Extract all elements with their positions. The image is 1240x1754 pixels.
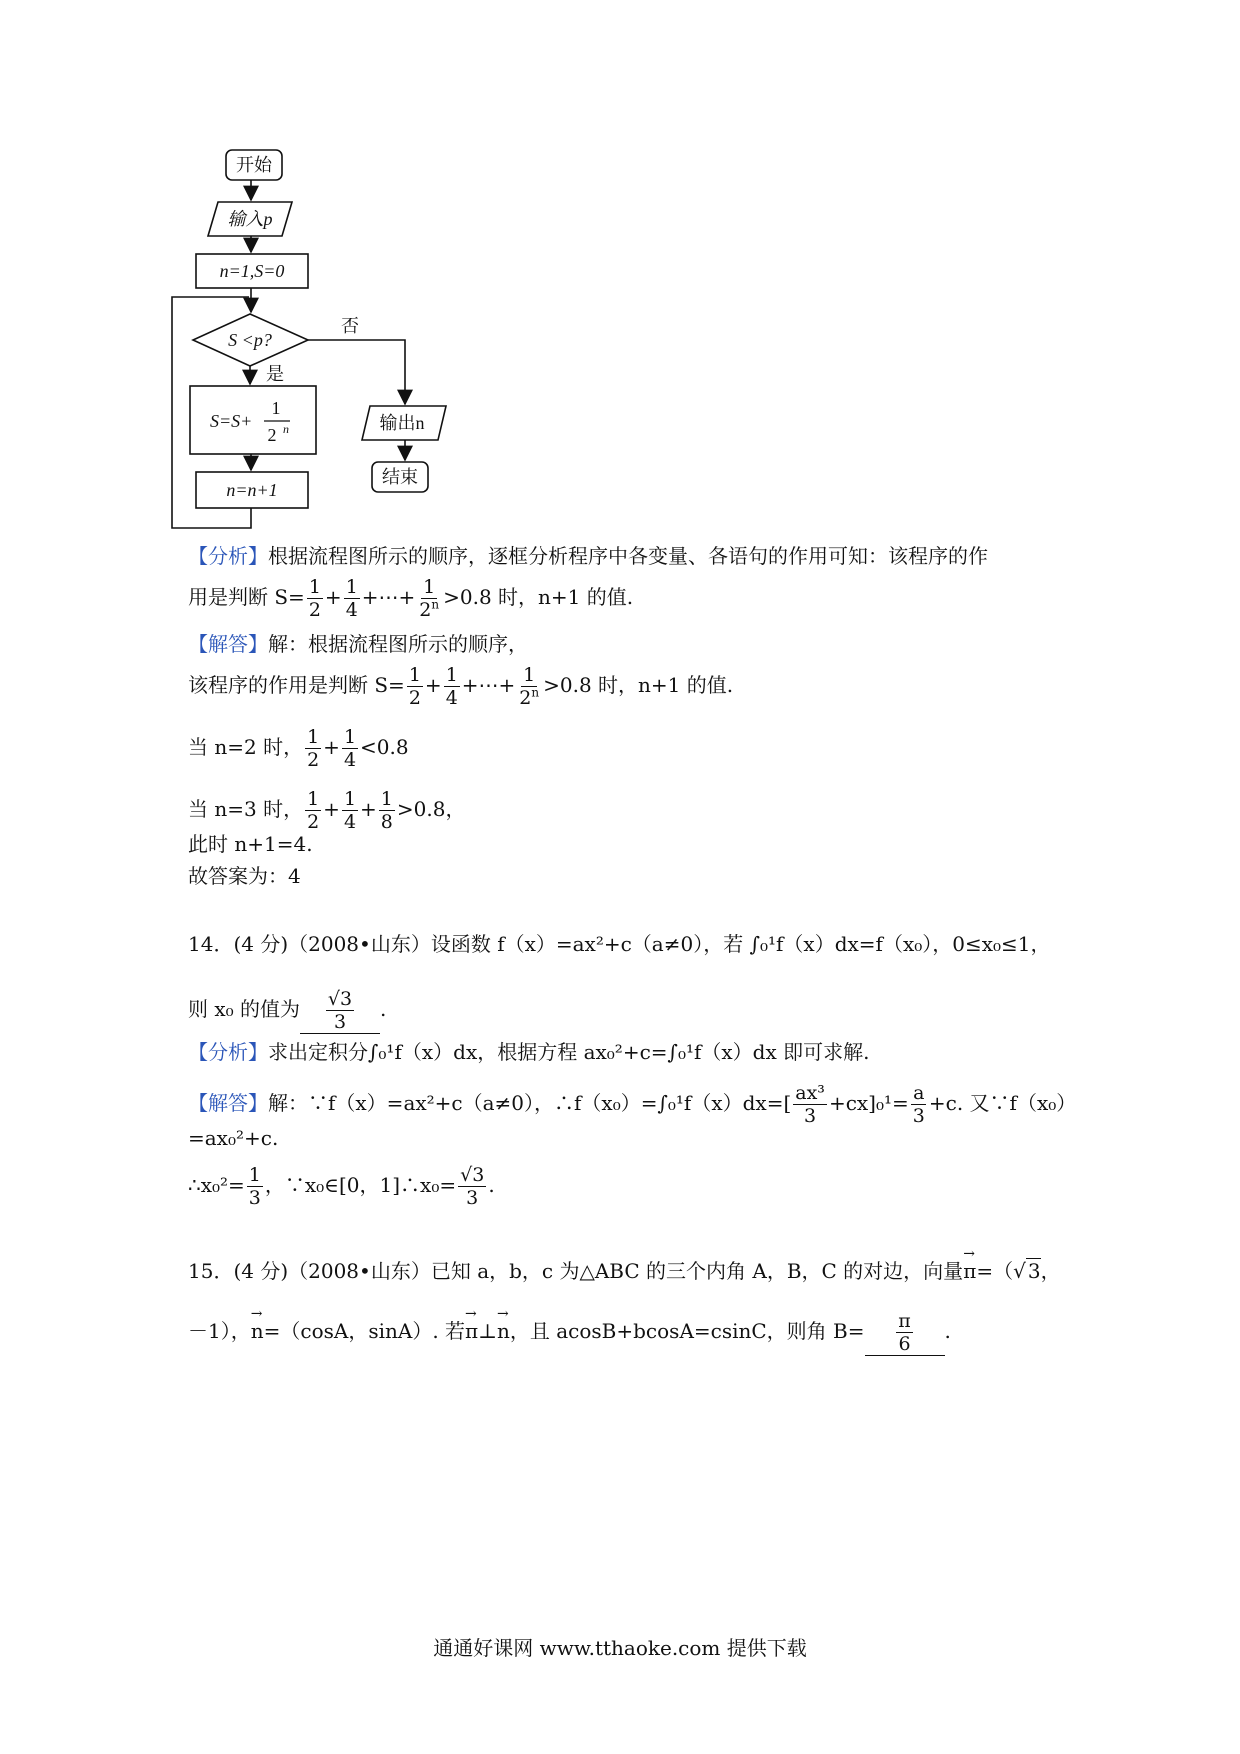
q14-question-line2: 则 x₀ 的值为 $\frac{√3}{3}$ . — [188, 988, 387, 1033]
q13-answer: 故答案为：4 — [188, 864, 301, 888]
flow-start-label: 开始 — [236, 155, 272, 175]
q13-solution-line1: 【解答】解：根据流程图所示的顺序， — [188, 632, 528, 656]
solution-tag: 【解答】 — [188, 632, 268, 656]
flow-end-label: 结束 — [382, 467, 418, 487]
q13-solution-line2: 该程序的作用是判断 S= $\frac{1}{2}$ + $\frac{1}{4}$ +⋯+ $\frac{1}{2^n}$ >0.8 时，n+1 的值. — [188, 664, 734, 709]
q13-then: 此时 n+1=4. — [188, 832, 313, 856]
flow-update-n-label: n=n+1 — [226, 480, 278, 500]
answer-blank: $\frac{\pi}{6}$ — [865, 1310, 945, 1356]
q14-solution-line1: 【解答】解：∵f（x）=ax²+c（a≠0），∴f（x₀）=∫₀¹f（x）dx=[ $\frac{\text{ax³}}{3}$ +cx]₀¹= $\frac{a}{3}$ +c. 又∵f（x₀） — [188, 1082, 1077, 1127]
answer-blank: $\frac{√3}{3}$ — [300, 988, 380, 1034]
q13-case3: 当 n=3 时， $\frac{1}{2}$ + $\frac{1}{4}$ + $\frac{1}{8}$ >0.8， — [188, 788, 466, 833]
analysis-tag: 【分析】 — [188, 544, 268, 568]
fraction: $\frac{1}{2}$ — [408, 664, 421, 709]
q13-analysis-line1: 【分析】根据流程图所示的顺序，逐框分析程序中各变量、各语句的作用可知：该程序的作 — [188, 544, 988, 568]
flow-cond-label: S <p? — [228, 330, 272, 350]
q14-analysis: 【分析】求出定积分∫₀¹f（x）dx，根据方程 ax₀²+c=∫₀¹f（x）dx 即可求解. — [188, 1040, 870, 1064]
flow-input-label: 输入p — [227, 209, 273, 229]
flow-update-s-den: 2 — [267, 425, 277, 445]
flow-no-label: 否 — [341, 316, 359, 336]
q14-solution-line3: ∴x₀²= $\frac{1}{3}$ ，∵x₀∈[0，1]∴x₀= $\frac{√3}{3}$ . — [188, 1164, 495, 1209]
flow-output-label: 输出n — [379, 413, 425, 433]
flow-update-s-box — [190, 386, 316, 454]
q15-question-line2: －1），→ n=（cosA，sinA）. 若→ π⊥→ n，且 acosB+bcosA=csinC，则角 B= $\frac{\pi}{6}$ . — [188, 1310, 951, 1356]
q14-solution-line2: =ax₀²+c. — [188, 1126, 279, 1150]
flow-update-s-exp: n — [283, 422, 289, 436]
vector-m: → π — [963, 1259, 976, 1283]
flow-update-s-prefix: S=S+ — [210, 411, 253, 431]
fraction: $\frac{1}{2^n}$ — [419, 576, 440, 621]
fraction: $\frac{1}{2^n}$ — [519, 664, 540, 709]
flowchart — [0, 0, 520, 560]
q15-question-line1: 15．(4 分)（2008•山东）已知 a，b，c 为△ABC 的三个内角 A，B，C 的对边，向量→ π=（√ 3， — [188, 1258, 1061, 1283]
vector-n: → n — [251, 1319, 264, 1343]
flow-update-s-num: 1 — [271, 398, 281, 418]
q14-question-line1: 14．(4 分)（2008•山东）设函数 f（x）=ax²+c（a≠0），若 ∫₀¹f（x）dx=f（x₀），0≤x₀≤1， — [188, 932, 1051, 956]
page-footer: 通通好课网 www.tthaoke.com 提供下载 — [433, 1636, 807, 1660]
flow-init-label: n=1,S=0 — [219, 261, 285, 281]
flow-yes-label: 是 — [266, 364, 284, 384]
q13-case2: 当 n=2 时， $\frac{1}{2}$ + $\frac{1}{4}$ <0.8 — [188, 726, 409, 771]
fraction: $\frac{1}{4}$ — [345, 576, 358, 621]
q13-analysis-line2: 用是判断 S= $\frac{1}{2}$ + $\frac{1}{4}$ +⋯+ $\frac{1}{2^n}$ >0.8 时，n+1 的值. — [188, 576, 634, 621]
fraction: $\frac{1}{2}$ — [308, 576, 321, 621]
fraction: $\frac{1}{4}$ — [445, 664, 458, 709]
